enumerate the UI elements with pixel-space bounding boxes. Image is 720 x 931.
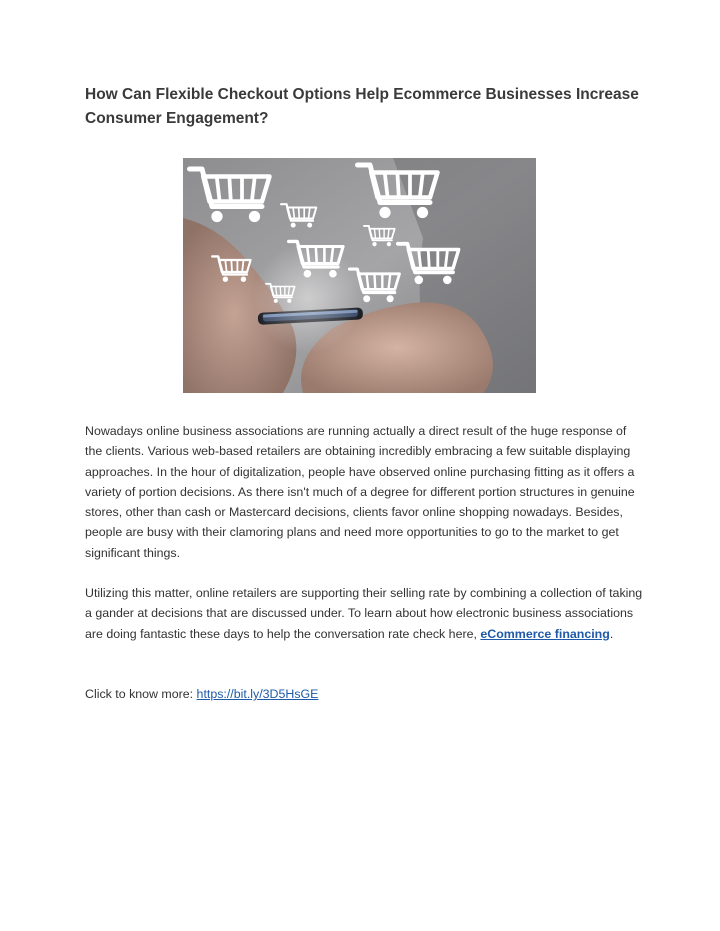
document-title: How Can Flexible Checkout Options Help Ecommerce Businesses Increase Consumer Engagement?	[85, 86, 639, 127]
paragraph-intro: Nowadays online business associations are running actually a direct result of the huge response of the clients. Various web-based retailers are obtaining incredibly embracing a few suitable displaying approaches. In the hour of digitalization, people have observed online purchasing fitting as it offers a variety of portion decisions. As there isn't much of a degree for different portion structures in genuine stores, other than cash or Mastercard decisions, clients favor online shopping nowadays. Besides, people are busy with their clamoring plans and need more opportunities to go to the market to get significant things.	[85, 424, 635, 560]
short-url-link[interactable]: https://bit.ly/3D5HsGE	[196, 687, 319, 701]
paragraph-financing-trailing: .	[609, 626, 614, 641]
paragraph-financing	[85, 583, 645, 644]
hero-image	[183, 158, 536, 393]
paragraph-financing-text: Utilizing this matter, online retailers are supporting their selling rate by combining a collection of taking a gander at decisions that are discussed under. To learn about how electronic business associations are doing fantastic these days to help the conversation rate check here,	[85, 586, 643, 641]
ecommerce-financing-link[interactable]: eCommerce financing	[480, 626, 610, 641]
paragraph-know-more	[85, 684, 645, 704]
know-more-label: Click to know more:	[85, 687, 197, 701]
